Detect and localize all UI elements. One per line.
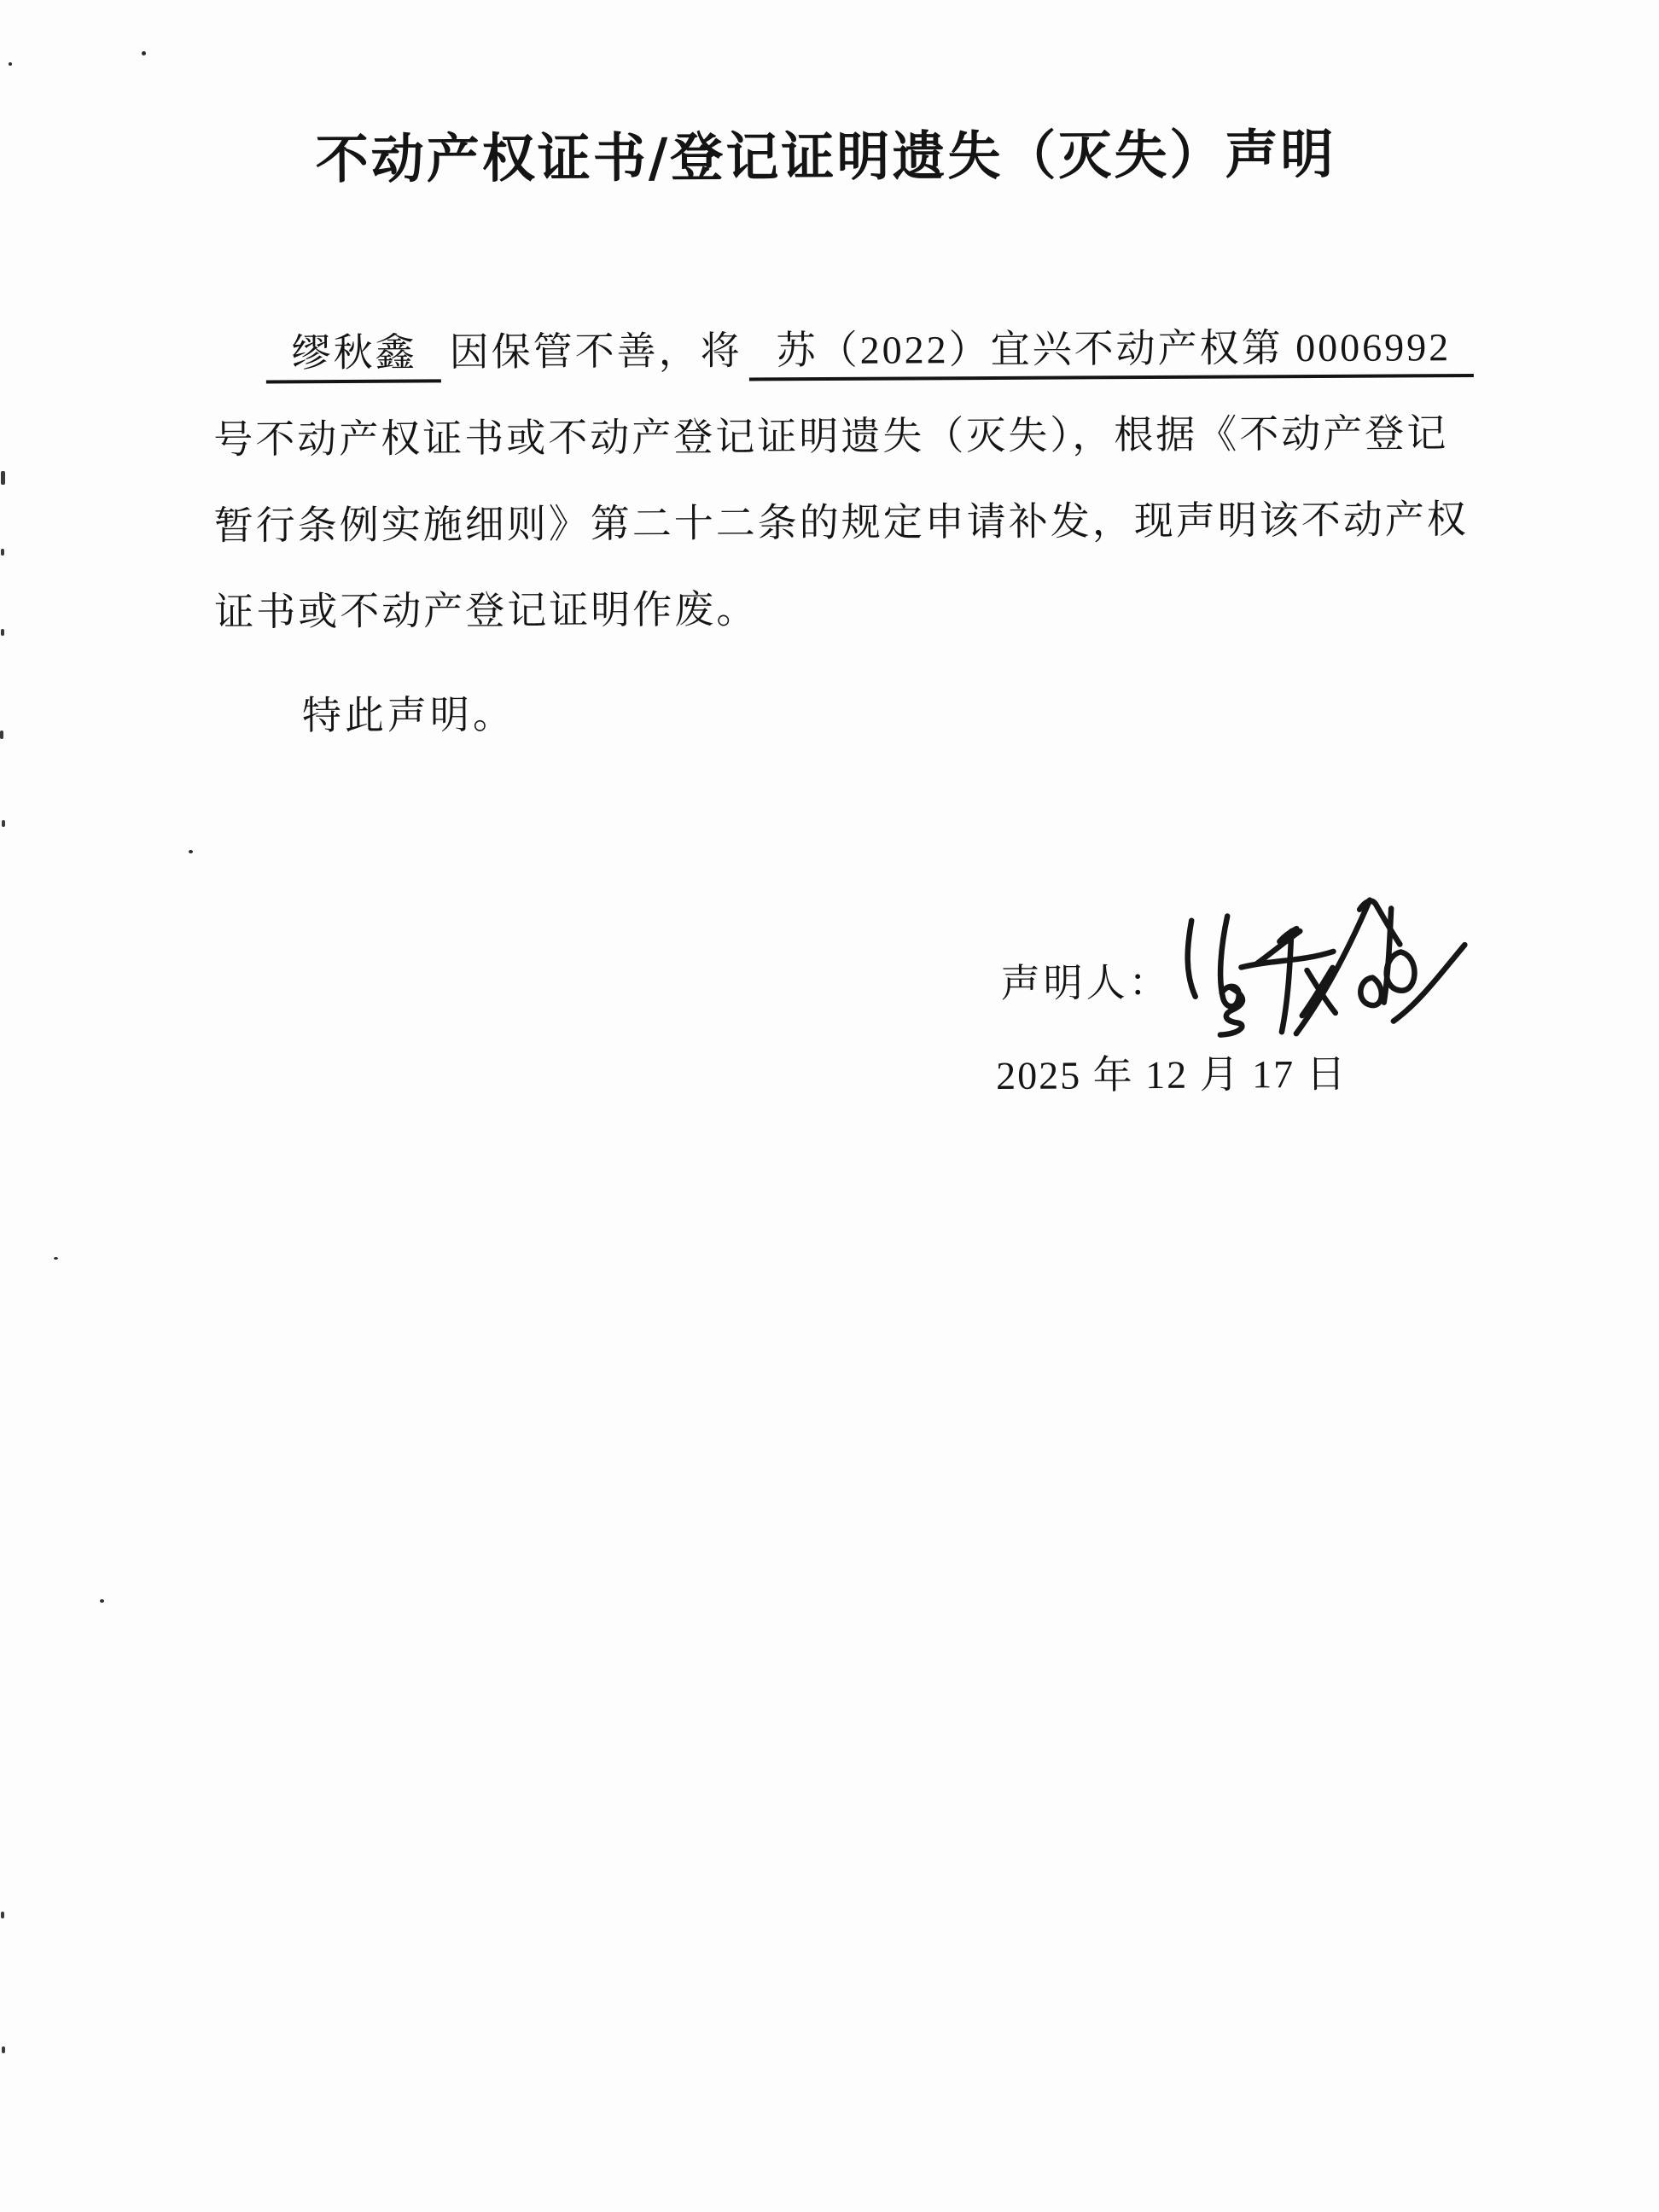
signature-stroke [1387, 952, 1415, 990]
signature-stroke [1360, 978, 1382, 1006]
closing-statement: 特此声明。 [301, 692, 516, 738]
scan-speck [2, 820, 5, 827]
declaration-paragraph [212, 304, 1487, 655]
scan-speck [142, 51, 146, 55]
paragraph-line-2: 号不动产权证书或不动产登记证明遗失（灭失），根据《不动产登记 [213, 411, 1449, 462]
paragraph-connector-text: 因保管不善，将 [449, 329, 742, 375]
signature-stroke [1302, 968, 1333, 1016]
scan-speck [9, 62, 12, 66]
scan-speck [1, 629, 4, 636]
paragraph-line-1 [212, 304, 1487, 397]
paragraph-line-3: 暂行条例实施细则》第二十二条的规定申请补发，现声明该不动产权 [213, 498, 1469, 548]
scan-speck [1, 471, 5, 485]
signature-stroke [1187, 921, 1195, 997]
scan-speck [2, 2046, 5, 2053]
scan-speck [1, 1912, 4, 1918]
certificate-number-underlined: 苏（2022）宜兴不动产权第 0006992 [749, 323, 1474, 381]
scan-speck [0, 731, 3, 739]
signature-stroke [1393, 945, 1464, 1021]
declarant-label: 声明人： [1000, 960, 1172, 1005]
scan-speck [189, 850, 193, 853]
scan-speck [100, 1599, 104, 1603]
handwritten-signature [1171, 891, 1479, 1051]
date-line: 2025 年 12 月 17 日 [996, 1051, 1348, 1097]
paragraph-line-4: 证书或不动产登记证明作废。 [214, 587, 759, 634]
declarant-name-underlined: 缪秋鑫 [266, 328, 441, 383]
page-title: 不动产权证书/登记证明遗失（灭失）声明 [315, 122, 1336, 191]
scan-speck [54, 1257, 58, 1260]
scan-speck [1, 549, 4, 556]
